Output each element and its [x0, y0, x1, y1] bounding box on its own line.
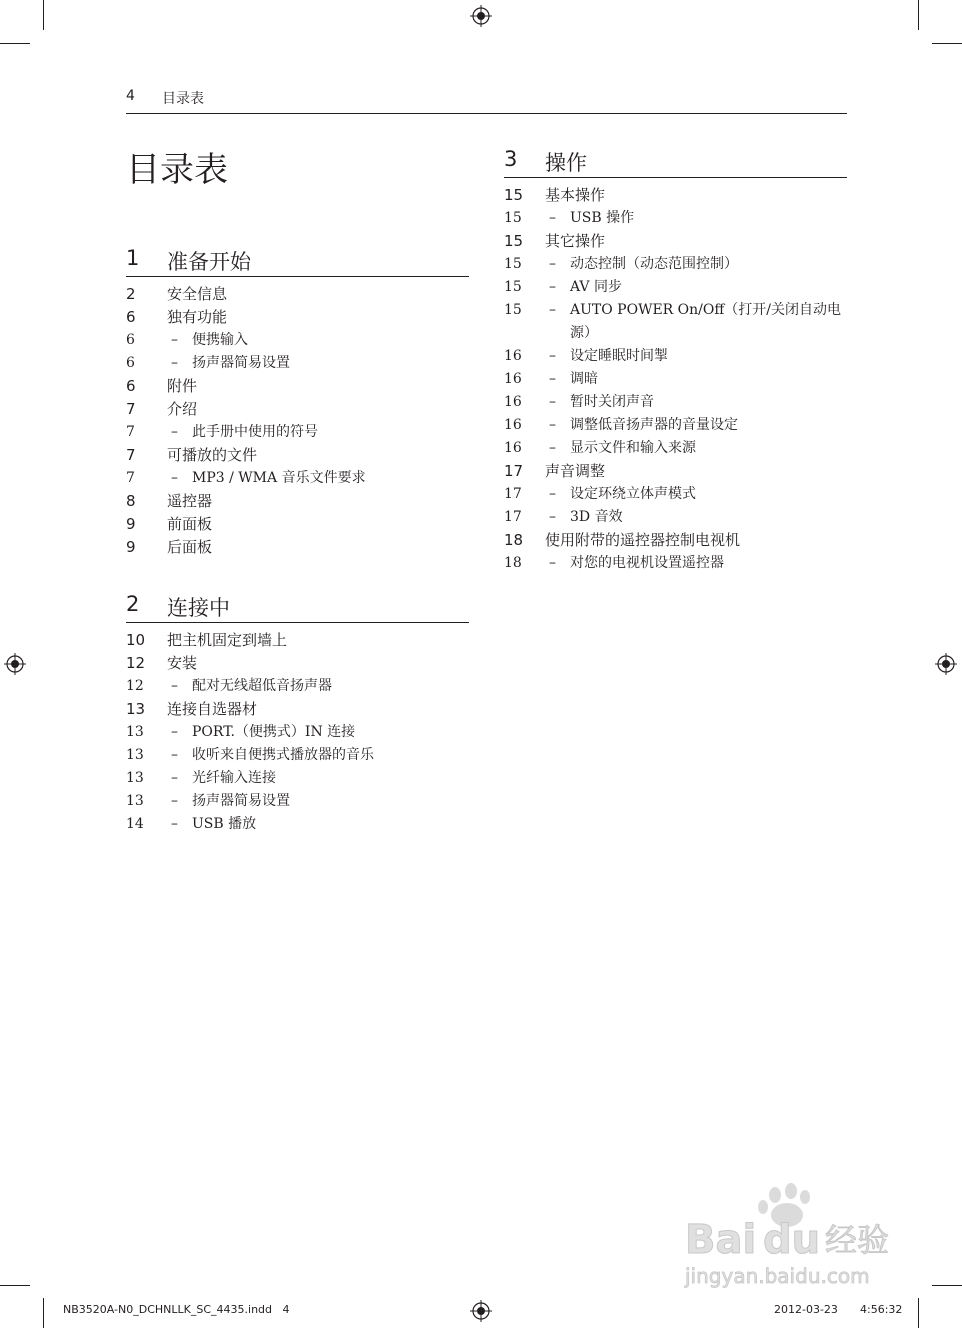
toc-entry[interactable]: [504, 460, 847, 483]
toc-page-number: 16: [504, 394, 522, 410]
toc-dash: –: [549, 509, 556, 525]
toc-dash: –: [171, 678, 178, 694]
section-title: 准备开始: [167, 250, 251, 274]
section-heading: [504, 145, 847, 178]
crop-mark: [0, 1285, 30, 1286]
toc-dash: –: [549, 440, 556, 456]
toc-label: 光纤输入连接: [192, 770, 276, 786]
toc-page-number: 13: [126, 770, 144, 786]
toc-subentry[interactable]: [126, 352, 469, 375]
toc-list: [126, 283, 469, 559]
svg-text:经验: 经验: [825, 1221, 890, 1259]
toc-page-number: 16: [504, 417, 522, 433]
toc-section-2: [126, 590, 469, 836]
toc-label: 暂时关闭声音: [570, 394, 654, 410]
toc-label: 便携输入: [192, 332, 248, 348]
crop-mark: [43, 1298, 44, 1328]
toc-dash: –: [549, 302, 556, 318]
toc-page-number: 18: [504, 555, 522, 571]
toc-label: 连接自选器材: [167, 700, 258, 718]
toc-subentry[interactable]: [126, 790, 469, 813]
crop-mark: [932, 1285, 962, 1286]
toc-page-number: 17: [504, 462, 524, 480]
toc-page-number: 13: [126, 793, 144, 809]
toc-dash: –: [171, 355, 178, 371]
toc-label: 前面板: [167, 515, 213, 533]
toc-label: 设定环绕立体声模式: [570, 486, 696, 502]
toc-subentry[interactable]: [504, 276, 847, 299]
toc-subentry[interactable]: [504, 391, 847, 414]
footer-file-info: NB3520A-N0_DCHNLLK_SC_4435.indd 4: [63, 1303, 290, 1316]
crop-mark: [918, 1298, 919, 1328]
section-number: 2: [126, 592, 140, 616]
toc-subentry[interactable]: [126, 675, 469, 698]
toc-page-number: 9: [126, 538, 136, 556]
toc-page-number: 15: [504, 302, 522, 318]
toc-entry[interactable]: [126, 652, 469, 675]
toc-label: MP3 / WMA 音乐文件要求: [192, 470, 366, 486]
toc-subentry[interactable]: [504, 299, 847, 345]
toc-entry[interactable]: [126, 536, 469, 559]
toc-subentry[interactable]: [504, 506, 847, 529]
toc-dash: –: [549, 256, 556, 272]
toc-list: [126, 629, 469, 836]
svg-text:du: du: [763, 1217, 821, 1263]
toc-section-1: [126, 244, 469, 559]
toc-label: 扬声器简易设置: [192, 355, 290, 371]
toc-page-number: 15: [504, 279, 522, 295]
toc-page-number: 16: [504, 348, 522, 364]
toc-label: 独有功能: [167, 308, 228, 326]
toc-entry[interactable]: [126, 306, 469, 329]
toc-entry[interactable]: [126, 513, 469, 536]
toc-page-number: 7: [126, 470, 135, 486]
toc-dash: –: [171, 470, 178, 486]
section-title: 操作: [545, 151, 587, 175]
toc-page-number: 9: [126, 515, 136, 533]
toc-dash: –: [549, 417, 556, 433]
toc-label: 后面板: [167, 538, 213, 556]
toc-label: 对您的电视机设置遥控器: [570, 555, 724, 571]
toc-page-number: 16: [504, 440, 522, 456]
registration-mark-icon: [470, 5, 492, 27]
toc-label: 可播放的文件: [167, 446, 258, 464]
toc-subentry[interactable]: [504, 437, 847, 460]
toc-subentry[interactable]: [126, 767, 469, 790]
toc-label: 调暗: [570, 371, 598, 387]
toc-dash: –: [171, 424, 178, 440]
toc-entry[interactable]: [504, 529, 847, 552]
toc-page-number: 2: [126, 285, 136, 303]
toc-dash: –: [549, 279, 556, 295]
toc-page-number: 6: [126, 308, 136, 326]
toc-entry[interactable]: [126, 629, 469, 652]
toc-page-number: 12: [126, 678, 144, 694]
toc-dash: –: [171, 770, 178, 786]
toc-label: 把主机固定到墙上: [167, 631, 288, 649]
toc-dash: –: [171, 793, 178, 809]
section-number: 1: [126, 246, 140, 270]
registration-mark-icon: [4, 653, 26, 675]
toc-page-number: 13: [126, 747, 144, 763]
toc-list: [504, 184, 847, 575]
toc-page-number: 8: [126, 492, 136, 510]
toc-entry[interactable]: [126, 490, 469, 513]
toc-label: 基本操作: [545, 186, 606, 204]
toc-page-number: 7: [126, 424, 135, 440]
crop-mark: [932, 43, 962, 44]
toc-subentry[interactable]: [126, 329, 469, 352]
toc-page-number: 10: [126, 631, 146, 649]
toc-entry[interactable]: [504, 230, 847, 253]
toc-page-number: 7: [126, 400, 136, 418]
toc-label: 扬声器简易设置: [192, 793, 290, 809]
toc-dash: –: [171, 747, 178, 763]
toc-entry[interactable]: [126, 398, 469, 421]
toc-subentry[interactable]: [504, 253, 847, 276]
crop-mark: [0, 43, 30, 44]
toc-subentry[interactable]: [504, 345, 847, 368]
header-title: 目录表: [162, 91, 204, 107]
toc-label: 配对无线超低音扬声器: [192, 678, 332, 694]
toc-subentry[interactable]: [504, 207, 847, 230]
toc-page-number: 15: [504, 232, 524, 250]
toc-dash: –: [549, 371, 556, 387]
toc-page-number: 12: [126, 654, 146, 672]
toc-dash: –: [549, 210, 556, 226]
toc-page-number: 7: [126, 446, 136, 464]
registration-mark-icon: [935, 653, 957, 675]
toc-label: PORT.（便携式）IN 连接: [192, 724, 356, 740]
crop-mark: [43, 0, 44, 30]
svg-text:jingyan.baidu.com: jingyan.baidu.com: [685, 1264, 870, 1288]
toc-page-number: 15: [504, 210, 522, 226]
toc-dash: –: [171, 816, 178, 832]
toc-label: 遥控器: [167, 492, 213, 510]
header-page-number: 4: [126, 88, 135, 104]
toc-page-number: 18: [504, 531, 524, 549]
toc-subentry[interactable]: [126, 721, 469, 744]
toc-label: 此手册中使用的符号: [192, 424, 318, 440]
footer-date: 2012-03-23: [774, 1303, 838, 1316]
section-title: 连接中: [167, 596, 230, 620]
toc-subentry[interactable]: [126, 421, 469, 444]
toc-page-number: 15: [504, 186, 524, 204]
toc-dash: –: [549, 555, 556, 571]
toc-entry[interactable]: [504, 184, 847, 207]
toc-page-number: 6: [126, 377, 136, 395]
toc-page-number: 13: [126, 700, 146, 718]
crop-mark: [918, 0, 919, 30]
toc-subentry[interactable]: [504, 368, 847, 391]
toc-subentry[interactable]: [126, 744, 469, 767]
toc-page-number: 17: [504, 509, 522, 525]
toc-subentry[interactable]: [126, 467, 469, 490]
toc-label: 声音调整: [545, 462, 606, 480]
section-number: 3: [504, 147, 518, 171]
toc-label: 介绍: [167, 400, 198, 418]
toc-entry[interactable]: [126, 375, 469, 398]
toc-page-number: 6: [126, 355, 135, 371]
toc-entry[interactable]: [126, 444, 469, 467]
page-title: 目录表: [126, 150, 228, 190]
toc-page-number: 6: [126, 332, 135, 348]
toc-subentry[interactable]: [126, 813, 469, 836]
toc-page-number: 15: [504, 256, 522, 272]
toc-label: AV 同步: [570, 279, 622, 295]
toc-entry[interactable]: [126, 698, 469, 721]
toc-subentry[interactable]: [504, 414, 847, 437]
toc-subentry[interactable]: [504, 552, 847, 575]
section-heading: [126, 590, 469, 623]
toc-label: 设定睡眠时间掣: [570, 348, 668, 364]
svg-text:Bai: Bai: [685, 1217, 757, 1263]
toc-label: USB 播放: [192, 816, 257, 832]
toc-page-number: 13: [126, 724, 144, 740]
toc-label: 其它操作: [545, 232, 606, 250]
toc-dash: –: [171, 332, 178, 348]
toc-page-number: 17: [504, 486, 522, 502]
toc-label: 调整低音扬声器的音量设定: [570, 417, 738, 433]
toc-dash: –: [171, 724, 178, 740]
toc-label: 安全信息: [167, 285, 228, 303]
toc-label: 显示文件和输入来源: [570, 440, 696, 456]
toc-label: 安装: [167, 654, 198, 672]
toc-page-number: 16: [504, 371, 522, 387]
toc-label: USB 操作: [570, 210, 635, 226]
toc-subentry[interactable]: [504, 483, 847, 506]
registration-mark-icon: [470, 1300, 492, 1322]
toc-label: 附件: [167, 377, 198, 395]
toc-label: 动态控制（动态范围控制）: [570, 256, 738, 272]
toc-dash: –: [549, 394, 556, 410]
baidu-watermark-logo: [683, 1183, 909, 1293]
toc-label: 使用附带的遥控器控制电视机: [545, 531, 741, 549]
header-divider: [126, 113, 847, 114]
section-heading: [126, 244, 469, 277]
toc-dash: –: [549, 348, 556, 364]
toc-section-3: [504, 145, 847, 575]
toc-dash: –: [549, 486, 556, 502]
toc-label: AUTO POWER On/Off（打开/关闭自动电源）: [570, 302, 842, 341]
toc-label: 3D 音效: [570, 509, 623, 525]
toc-label: 收听来自便携式播放器的音乐: [192, 747, 374, 763]
toc-page-number: 14: [126, 816, 144, 832]
toc-entry[interactable]: [126, 283, 469, 306]
footer-time: 4:56:32: [860, 1303, 903, 1316]
